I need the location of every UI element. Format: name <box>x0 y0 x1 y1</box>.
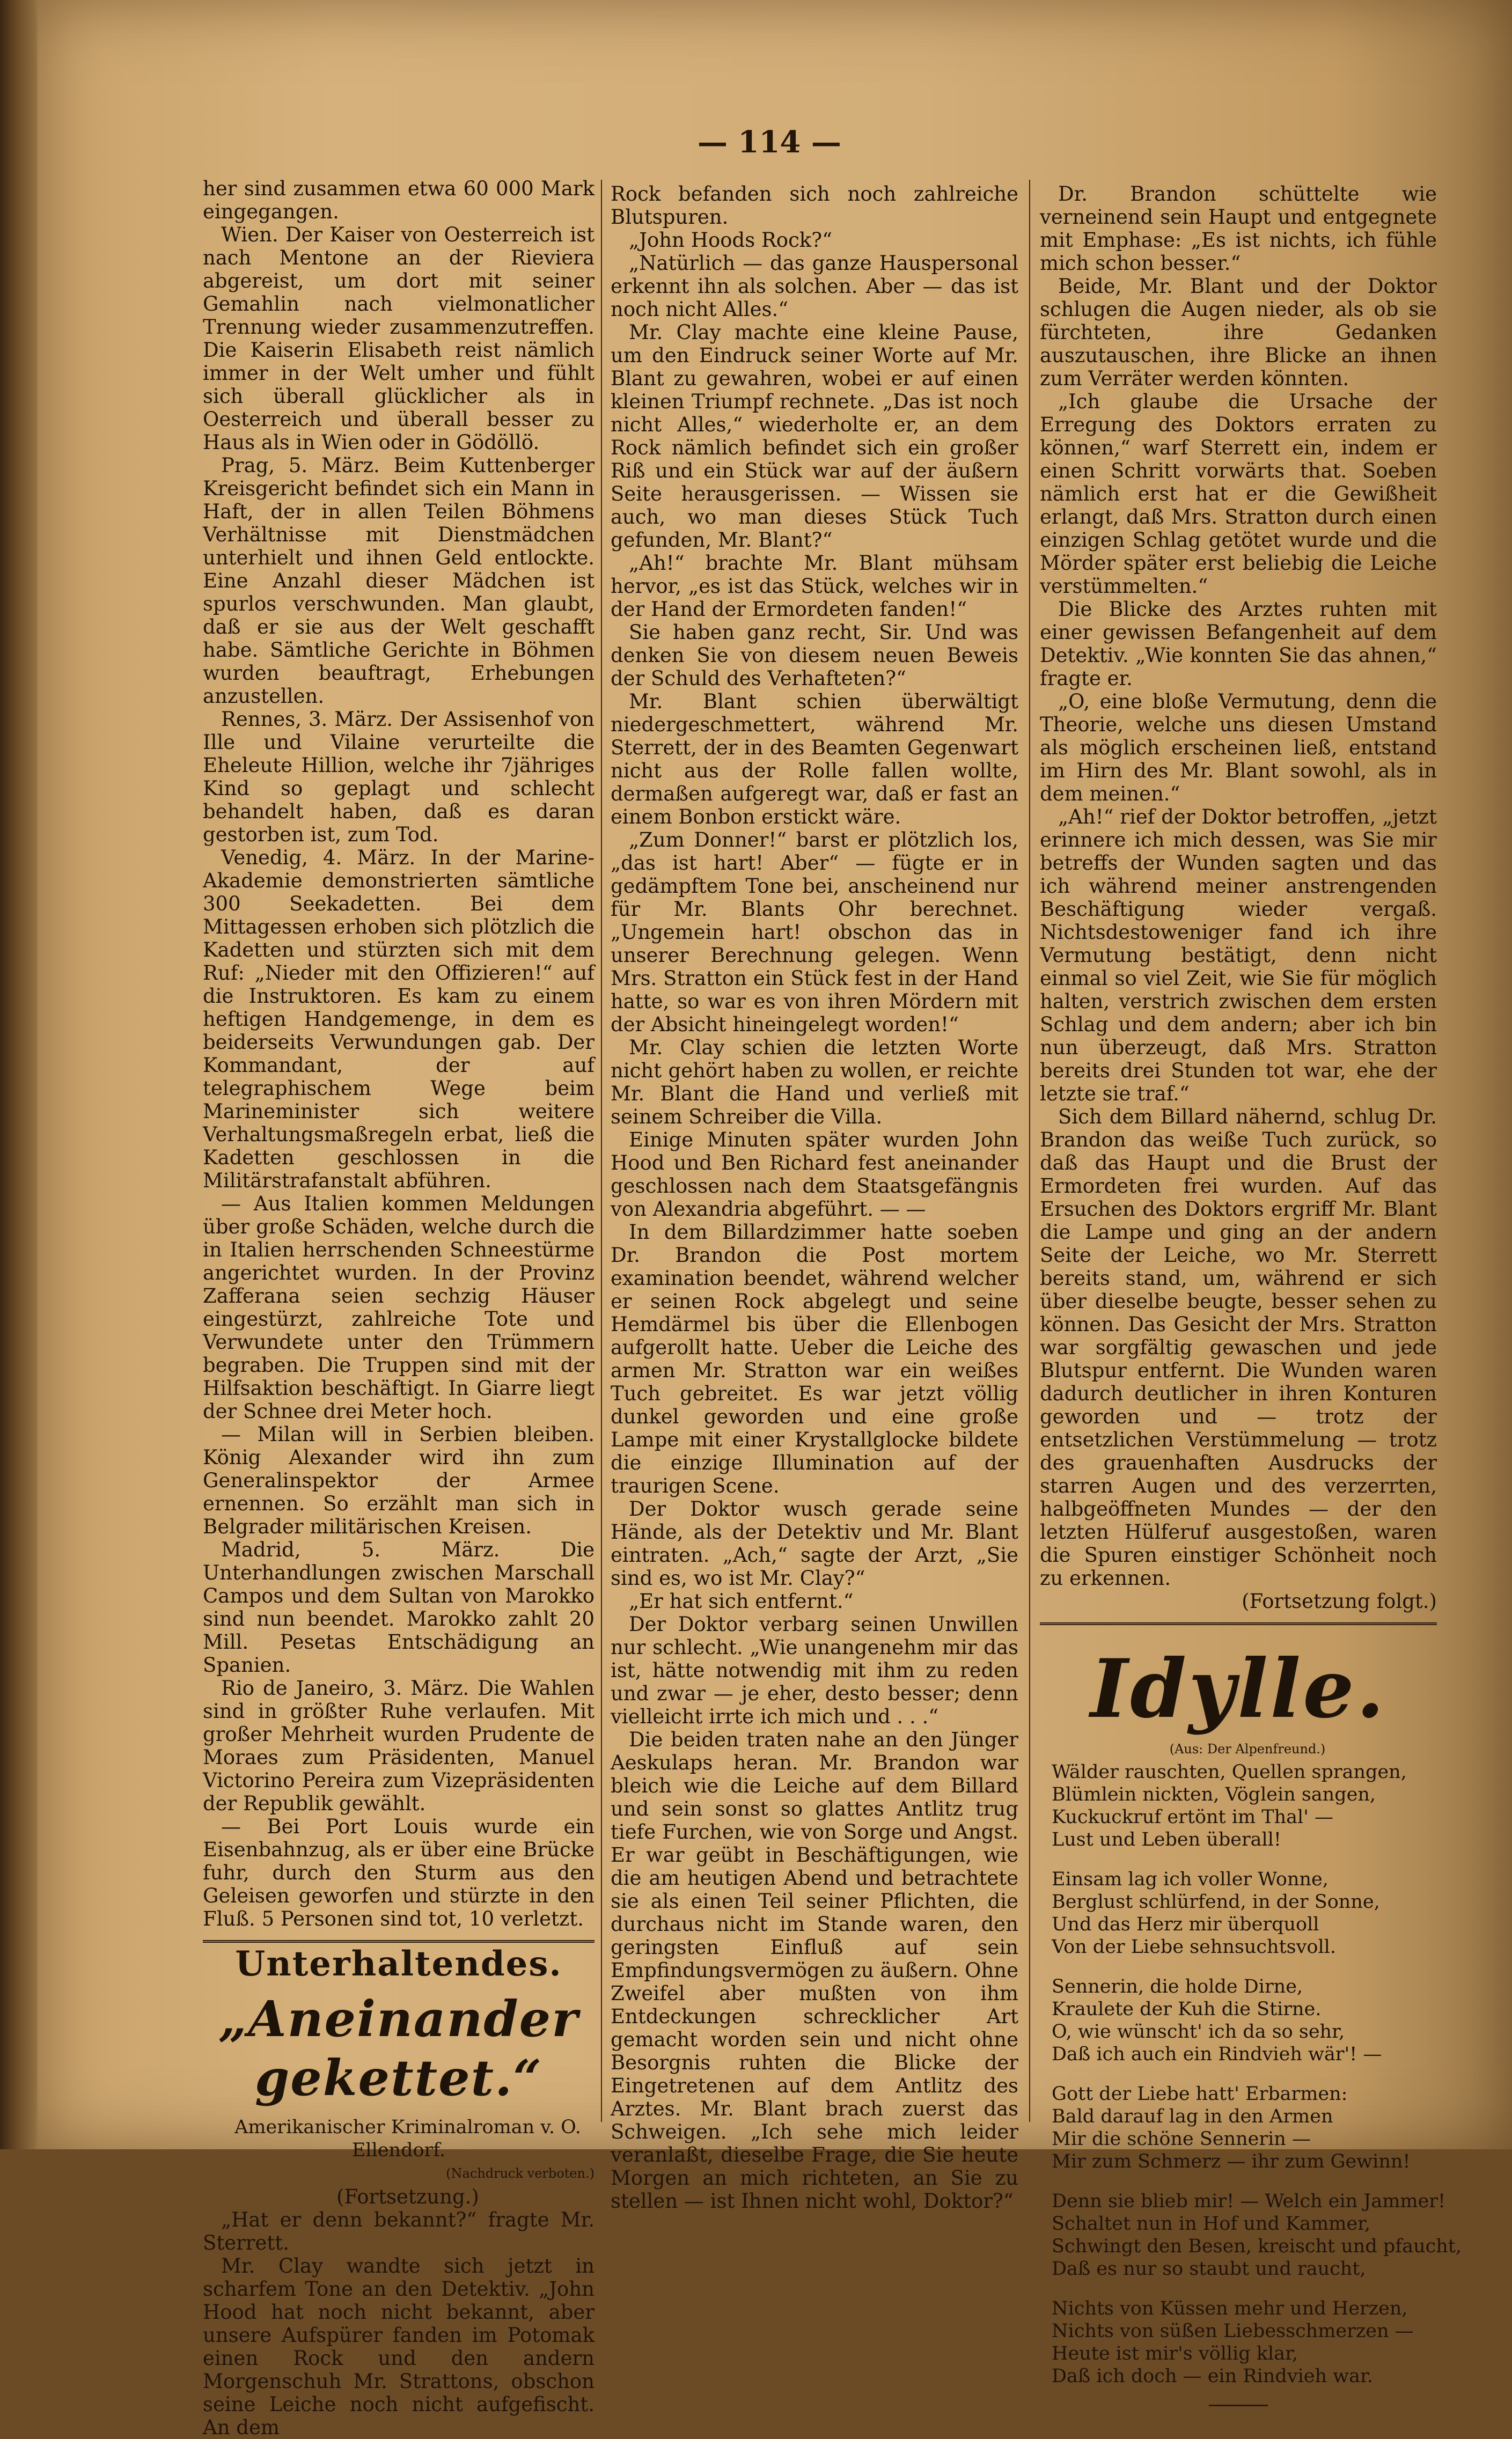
section-divider <box>203 1940 594 1943</box>
news-item: Madrid, 5. März. Die Unterhandlungen zwischen Marschall Campos und dem Sultan von Marokko sind nun beendet. Marokko zahlt 20 Mill. Pesetas Entschädigung an Spanien. <box>203 1538 594 1677</box>
story-paragraph: Der Doktor wusch gerade seine Hände, als der Detektiv und Mr. Blant eintraten. „Ach,“ sagte der Arzt, „Sie sind es, wo ist Mr. Clay?“ <box>611 1497 1018 1590</box>
section-heading: Unterhaltendes. <box>235 1944 562 1984</box>
news-item: Rennes, 3. März. Der Assisenhof von Ille und Vilaine verurteilte die Eheleute Hillion, welche ihr 7jähriges Kind so geplagt und schlecht behandelt haben, daß es daran gestorben ist, zum Tod. <box>203 708 594 846</box>
reprint-notice: (Nachdruck verboten.) <box>446 2166 594 2181</box>
story-paragraph: Sich dem Billard nähernd, schlug Dr. Brandon das weiße Tuch zurück, so daß das Haupt und die Brust der Ermordeten frei wurden. Auf das Ersuchen des Doktors ergriff Mr. Blant die Lampe und ging an der andern Seite der Leiche, wo Mr. Sterrett bereits stand, um, während er sich über dieselbe beugte, besser sehen zu können. Das Gesicht der Mrs. Stratton war sorgfältig gewaschen und jede Blutspur entfernt. Die Wunden waren dadurch deutlicher in ihren Konturen geworden und — trotz der entsetzlichen Verstümmelung — trotz des grauenhaften Ausdrucks der starren Augen und des verzerrten, halbgeöffneten Mundes — der den letzten Hülferuf ausgestoßen, waren die Spuren einstiger Schönheit noch zu erkennen. <box>1040 1105 1437 1590</box>
news-item: her sind zusammen etwa 60 000 Mark eingegangen. <box>203 177 594 223</box>
poem-line: Kuckuckruf ertönt im Thal' — <box>1052 1806 1333 1828</box>
news-item: — Aus Italien kommen Meldungen über große Schäden, welche durch die in Italien herrschenden Schneestürme angerichtet wurden. In der Provinz Zafferana seien sechzig Häuser eingestürzt, zahlreiche Tote und Verwundete unter den Trümmern begraben. Die Truppen sind mit der Hilfsaktion beschäftigt. In Giarre liegt der Schnee drei Meter hoch. <box>203 1192 594 1423</box>
page-number: — 114 — <box>698 124 841 160</box>
story-paragraph: „Ah!“ rief der Doktor betroffen, „jetzt erinnere ich mich dessen, was Sie mir betreffs der Wunden sagten und das ich während meiner anstrengenden Beschäftigung wieder vergaß. Nichtsdestoweniger fand ich ihre Vermutung bestätigt, denn nicht einmal so viel Zeit, wie Sie für möglich halten, verstrich zwischen dem ersten Schlag und dem andern; aber ich bin nun überzeugt, daß Mrs. Stratton bereits drei Stunden tot war, ehe der letzte sie traf.“ <box>1040 805 1437 1105</box>
news-item: — Milan will in Serbien bleiben. König Alexander wird ihn zum Generalinspektor der Armee ernennen. So erzählt man sich in Belgrader militärischen Kreisen. <box>203 1423 594 1538</box>
poem-stanza <box>1052 1761 1437 1851</box>
poem-line: O, wie wünscht' ich da so sehr, <box>1052 2021 1345 2043</box>
story-paragraph: Mr. Blant schien überwältigt niedergeschmettert, während Mr. Sterrett, der in des Beamten Gegenwart nicht aus der Rolle fallen wollte, dermaßen aufgeregt war, daß er fast an einem Bonbon erstickt wäre. <box>611 690 1018 828</box>
poem-line: Bald darauf lag in den Armen <box>1052 2106 1333 2127</box>
story-paragraph: Der Doktor verbarg seinen Unwillen nur schlecht. „Wie unangenehm mir das ist, hätte notwendig mit ihm zu reden und zwar — je eher, desto besser; denn vielleicht irrte ich mich und . . .“ <box>611 1613 1018 1728</box>
poem-line: Lust und Leben überall! <box>1052 1829 1281 1850</box>
story-paragraph: „Hat er denn bekannt?“ fragte Mr. Sterrett. <box>203 2208 594 2254</box>
story-paragraph: „O, eine bloße Vermutung, denn die Theorie, welche uns diesen Umstand als möglich erscheinen ließ, entstand im Hirn des Mr. Blant sowohl, als in dem meinen.“ <box>1040 690 1437 805</box>
poem-line: Berglust schlürfend, in der Sonne, <box>1052 1891 1380 1913</box>
poem-line: Einsam lag ich voller Wonne, <box>1052 1869 1328 1890</box>
poem-line: Kraulete der Kuh die Stirne. <box>1052 1999 1322 2020</box>
poem-line: Gott der Liebe hatt' Erbarmen: <box>1052 2083 1348 2105</box>
poem-line: Schwingt den Besen, kreischt und pfaucht, <box>1052 2236 1462 2257</box>
story-subtitle: Amerikanischer Kriminalroman v. O. Ellendorf. <box>234 2117 581 2161</box>
story-paragraph: „Ah!“ brachte Mr. Blant mühsam hervor, „es ist das Stück, welches wir in der Hand der Ermordeten fanden!“ <box>611 552 1018 621</box>
news-item: Prag, 5. März. Beim Kuttenberger Kreisgericht befindet sich ein Mann in Haft, der in allen Teilen Böhmens Verhältnisse mit Dienstmädchen unterhielt und ihnen Geld entlockte. Eine Anzahl dieser Mädchen ist spurlos verschwunden. Man glaubt, daß er sie aus der Welt geschafft habe. Sämtliche Gerichte in Böhmen wurden beauftragt, Erhebungen anzustellen. <box>203 454 594 708</box>
story-paragraph: „John Hoods Rock?“ <box>629 229 832 252</box>
story-paragraph: Rock befanden sich noch zahlreiche Blutspuren. <box>611 182 1018 229</box>
poem-title: Idylle. <box>1090 1642 1386 1736</box>
continuation-note: (Fortsetzung.) <box>336 2185 479 2208</box>
news-item: Rio de Janeiro, 3. März. Die Wahlen sind in größter Ruhe verlaufen. Mit großer Mehrheit wurden Prudente de Moraes zum Präsidenten, Manuel Victorino Pereira zum Vizepräsidenten der Republik gewählt. <box>203 1677 594 1815</box>
end-rule <box>1209 2405 1268 2406</box>
poem-line: Daß ich doch — ein Rindvieh war. <box>1052 2365 1374 2387</box>
section-divider <box>1040 1622 1437 1625</box>
story-paragraph: Dr. Brandon schüttelte wie verneinend sein Haupt und entgegnete mit Emphase: „Es ist nichts, ich fühle mich schon besser.“ <box>1040 182 1437 275</box>
column-rule-left <box>601 180 602 2122</box>
poem-line: Heute ist mir's völlig klar, <box>1052 2343 1298 2364</box>
story-paragraph: Beide, Mr. Blant und der Doktor schlugen die Augen nieder, als ob sie fürchteten, ihre Gedanken auszutauschen, ihre Blicke an ihnen zum Verräter werden könnten. <box>1040 275 1437 390</box>
news-item: Venedig, 4. März. In der Marine-Akademie demonstrierten sämtliche 300 Seekadetten. Bei dem Mittagessen erhoben sich plötzlich die Kadetten und stürzten sich mit dem Ruf: „Nieder mit den Offizieren!“ auf die Instruktoren. Es kam zu einem heftigen Handgemenge, in dem es beiderseits Verwundungen gab. Der Kommandant, der auf telegraphischem Wege beim Marineminister sich weitere Verhaltungsmaßregeln erbat, ließ die Kadetten geschlossen in die Militärstrafanstalt abführen. <box>203 846 594 1192</box>
story-paragraph: „Zum Donner!“ barst er plötzlich los, „das ist hart! Aber“ — fügte er in gedämpftem Tone bei, anscheinend nur für Mr. Blants Ohr berechnet. „Ungemein hart! obschon das in unserer Berechnung gelegen. Wenn Mrs. Stratton ein Stück fest in der Hand hatte, so war es von ihren Mördern mit der Absicht hineingelegt worden!“ <box>611 828 1018 1036</box>
news-column <box>203 177 594 2439</box>
story-column-right <box>1040 182 1462 2415</box>
story-paragraph: „Natürlich — das ganze Hauspersonal erkennt ihn als solchen. Aber — das ist noch nicht Alles.“ <box>611 252 1018 321</box>
poem-source: (Aus: Der Alpenfreund.) <box>1169 1742 1326 1757</box>
poem-line: Blümlein nickten, Vöglein sangen, <box>1052 1784 1376 1805</box>
poem-line: Daß ich auch ein Rindvieh wär'! — <box>1052 2044 1382 2065</box>
story-paragraph: Sie haben ganz recht, Sir. Und was denken Sie von diesem neuen Beweis der Schuld des Verhafteten?“ <box>611 621 1018 690</box>
poem-stanza <box>1052 2190 1462 2280</box>
story-paragraph: Einige Minuten später wurden John Hood und Ben Richard fest aneinander geschlossen nach dem Staatsgefängnis von Alexandria abgeführt. — — <box>611 1128 1018 1221</box>
news-item: Wien. Der Kaiser von Oesterreich ist nach Mentone an der Rieviera abgereist, um dort mit seiner Gemahlin nach vielmonatlicher Trennung wieder zusammenzutreffen. Die Kaiserin Elisabeth reist nämlich immer in der Welt umher und fühlt sich überall glücklicher als in Oesterreich und überall besser zu Haus als in Wien oder in Gödöllö. <box>203 223 594 454</box>
story-paragraph: Mr. Clay machte eine kleine Pause, um den Eindruck seiner Worte auf Mr. Blant zu gewahren, wobei er auf einen kleinen Triumpf rechnete. „Das ist noch nicht Alles,“ wiederholte er, an dem Rock nämlich befindet sich ein großer Riß und ein Stück war auf der äußern Seite herausgerissen. — Wissen sie auch, wo man dieses Stück Tuch gefunden, Mr. Blant?“ <box>611 321 1018 552</box>
poem-line: Wälder rauschten, Quellen sprangen, <box>1052 1761 1407 1783</box>
poem-stanza <box>1052 1975 1437 2066</box>
poem-stanza <box>1052 1868 1437 1958</box>
story-paragraph: Die beiden traten nahe an den Jünger Aeskulaps heran. Mr. Brandon war bleich wie die Leiche auf dem Billard und sein sonst so glattes Antlitz trug tiefe Furchen, wie von Sorge und Angst. Er war geübt in Beschäftigungen, wie die am heutigen Abend und betrachtete sie als einen Teil seiner Pflichten, die durchaus nicht im Stande waren, den geringsten Einfluß auf sein Empfindungsvermögen zu äußern. Ohne Zweifel aber mußten von ihm Entdeckungen schrecklicher Art gemacht worden sein und nicht ohne Besorgnis ruhten die Blicke der Eingetretenen auf dem Antlitz des Arztes. Mr. Blant brach zuerst das Schweigen. „Ich sehe mich leider veranlaßt, dieselbe Frage, die Sie heute Morgen an mich richteten, an Sie zu stellen — ist Ihnen nicht wohl, Doktor?“ <box>611 1728 1018 2213</box>
story-title: „Aneinander gekettet.“ <box>218 1990 579 2107</box>
story-paragraph: „Ich glaube die Ursache der Erregung des Doktors erraten zu können,“ warf Sterrett ein, indem er einen Schritt vorwärts that. Soeben nämlich erst hat er die Gewißheit erlangt, daß Mrs. Stratton durch einen einzigen Schlag getötet wurde und die Mörder später erst beliebig die Leiche verstümmelten.“ <box>1040 390 1437 598</box>
poem-stanza <box>1052 2297 1437 2387</box>
poem-line: Denn sie blieb mir! — Welch ein Jammer! <box>1052 2191 1446 2212</box>
poem-line: Von der Liebe sehnsuchtsvoll. <box>1052 1936 1336 1958</box>
story-paragraph: Mr. Clay wandte sich jetzt in scharfem Tone an den Detektiv. „John Hood hat noch nicht bekannt, aber unsere Aufspürer fanden im Potomak einen Rock und den andern Morgenschuh Mr. Strattons, obschon seine Leiche noch nicht aufgefischt. An dem <box>203 2254 594 2439</box>
continued-note: (Fortsetzung folgt.) <box>1242 1590 1437 1613</box>
column-rule-right <box>1029 180 1030 2122</box>
story-paragraph: In dem Billardzimmer hatte soeben Dr. Brandon die Post mortem examination beendet, während welcher er seinen Rock abgelegt und seine Hemdärmel bis über die Ellenbogen aufgerollt hatte. Ueber die Leiche des armen Mr. Stratton war ein weißes Tuch gebreitet. Es war jetzt völlig dunkel geworden und eine große Lampe mit einer Krystallglocke bildete die einzige Illumination auf der traurigen Scene. <box>611 1221 1018 1497</box>
story-paragraph: Mr. Clay schien die letzten Worte nicht gehört haben zu wollen, er reichte Mr. Blant die Hand und verließ mit seinem Schreiber die Villa. <box>611 1036 1018 1128</box>
poem-line: Sennerin, die holde Dirne, <box>1052 1976 1303 1997</box>
poem-line: Mir zum Schmerz — ihr zum Gewinn! <box>1052 2151 1411 2172</box>
poem-line: Nichts von süßen Liebesschmerzen — <box>1052 2320 1414 2342</box>
story-column-middle <box>611 182 1018 2213</box>
story-paragraph: „Er hat sich entfernt.“ <box>629 1590 854 1613</box>
poem-line: Schaltet nun in Hof und Kammer, <box>1052 2213 1371 2235</box>
poem-stanza <box>1052 2083 1437 2173</box>
poem-line: Mir die schöne Sennerin — <box>1052 2128 1311 2150</box>
story-paragraph: Die Blicke des Arztes ruhten mit einer gewissen Befangenheit auf dem Detektiv. „Wie konnten Sie das ahnen,“ fragte er. <box>1040 598 1437 690</box>
poem-line: Daß es nur so staubt und raucht, <box>1052 2258 1366 2280</box>
poem-line: Nichts von Küssen mehr und Herzen, <box>1052 2298 1408 2319</box>
news-item: — Bei Port Louis wurde ein Eisenbahnzug, als er über eine Brücke fuhr, durch den Sturm aus den Geleisen geworfen und stürzte in den Fluß. 5 Personen sind tot, 10 verletzt. <box>203 1815 594 1930</box>
poem-line: Und das Herz mir überquoll <box>1052 1914 1319 1935</box>
